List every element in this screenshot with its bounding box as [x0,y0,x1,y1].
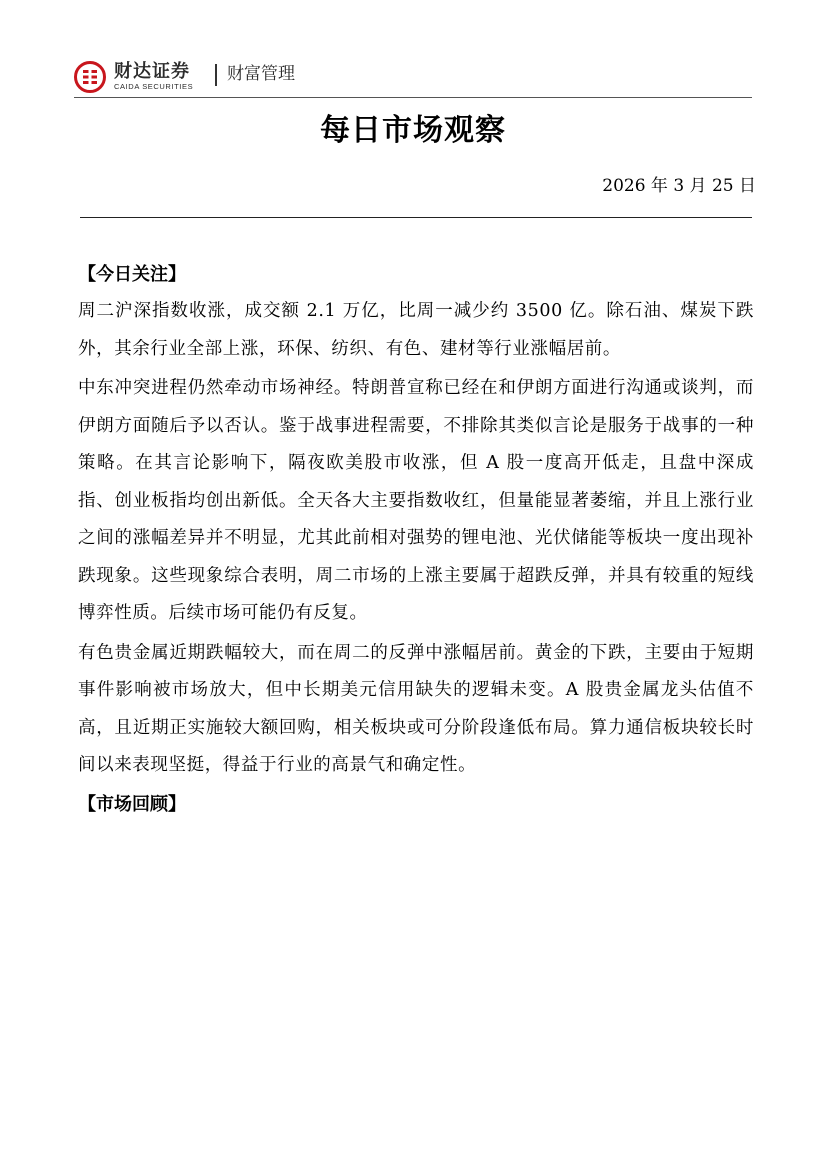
section-market-review [78,787,754,823]
section-heading: 【今日关注】 [78,264,186,285]
document-title: 每日市场观察 [320,113,506,148]
document-body [78,257,754,823]
paragraph: 周二沪深指数收涨，成交额 2.1 万亿，比周一减少约 3500 亿。除石油、煤炭下跌外，其余行业全部上涨，环保、纺织、有色、建材等行业涨幅居前。 [78,301,754,359]
company-name: 财达证券 [114,61,190,82]
document-date: 2026 年 3 月 25 日 [602,176,756,196]
caida-logo-icon [74,61,106,93]
header-divider [215,64,217,86]
header-rule [74,97,752,98]
date-rule [80,217,752,218]
section-heading: 【市场回顾】 [78,793,186,815]
paragraph: 中东冲突进程仍然牵动市场神经。特朗普宣称已经在和伊朗方面进行沟通或谈判，而伊朗方面随后予以否认。鉴于战事进程需要，不排除其类似言论是服务于战事的一种策略。在其言论影响下，隔夜欧美股市收涨，但 A 股一度高开低走，且盘中深成指、创业板指均创出新低。全天各大主要指数收红，但量能显著萎缩，并且上涨行业之间的涨幅差异并不明显，尤其此前相对强势的锂电池、光伏储能等板块一度出现补跌现象。这些现象综合表明，周二市场的上涨主要属于超跌反弹，并具有较重的短线博弈性质。后续市场可能仍有反复。 [78,378,754,623]
company-name-en: CAIDA SECURITIES [114,82,194,91]
division-name: 财富管理 [227,64,295,84]
section-today-focus [78,257,754,785]
page-header [74,58,754,98]
paragraph: 有色贵金属近期跌幅较大，而在周二的反弹中涨幅居前。黄金的下跌，主要由于短期事件影响被市场放大，但中长期美元信用缺失的逻辑未变。A 股贵金属龙头估值不高，且近期正实施较大额回购，相关板块或可分阶段逢低布局。算力通信板块较长时间以来表现坚挺，得益于行业的高景气和确定性。 [78,642,754,775]
